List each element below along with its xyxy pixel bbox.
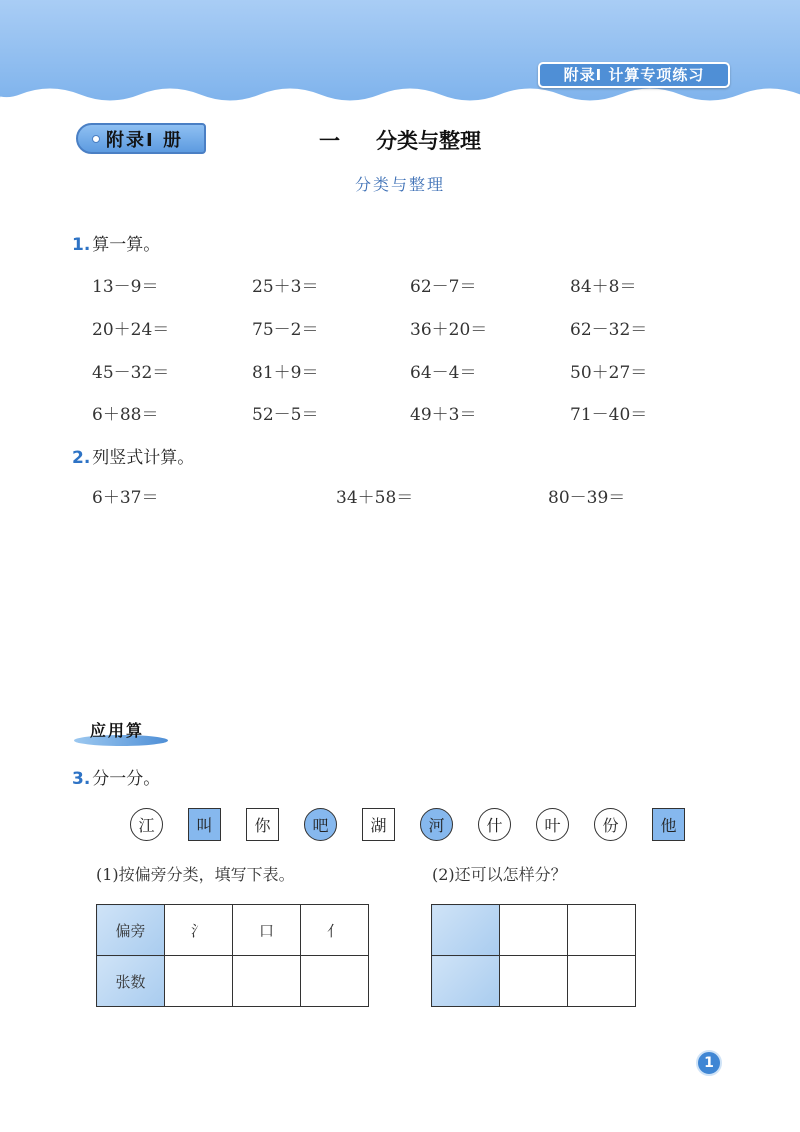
equation: 6＋88＝ <box>92 405 159 425</box>
question-prompt: 分一分。 <box>92 769 161 789</box>
equation: 20＋24＝ <box>92 320 170 340</box>
equation: 52－5＝ <box>252 405 319 425</box>
table-row <box>432 956 636 1007</box>
unit-title-text: 分类与整理 <box>376 129 481 153</box>
radical-cell: 口 <box>233 905 301 956</box>
question-1-heading <box>72 230 160 255</box>
answer-cell[interactable] <box>500 905 568 956</box>
character-card: 叫 <box>188 808 221 841</box>
equation: 62－7＝ <box>410 277 477 297</box>
equation: 50＋27＝ <box>570 363 648 383</box>
vertical-calc-item: 34＋58＝ <box>336 488 414 508</box>
answer-cell[interactable] <box>165 956 233 1007</box>
question-3-heading <box>72 764 160 789</box>
sub-question-1: (1)按偏旁分类，填写下表。 <box>96 865 295 884</box>
table-header-cell <box>432 956 500 1007</box>
answer-cell[interactable] <box>568 905 636 956</box>
page-number: 1 <box>696 1050 722 1076</box>
section-subtitle: 分类与整理 <box>354 175 445 194</box>
table-row <box>432 905 636 956</box>
character-card: 他 <box>652 808 685 841</box>
character-card: 河 <box>420 808 453 841</box>
question-prompt: 算一算。 <box>92 235 161 255</box>
answer-cell[interactable] <box>301 956 369 1007</box>
table-header-cell <box>432 905 500 956</box>
equation: 64－4＝ <box>410 363 477 383</box>
equation: 81＋9＝ <box>252 363 319 383</box>
character-card: 叶 <box>536 808 569 841</box>
vertical-calc-item: 6＋37＝ <box>92 488 159 508</box>
wave-banner-graphic <box>0 0 800 112</box>
equation: 75－2＝ <box>252 320 319 340</box>
radical-cell: 氵 <box>165 905 233 956</box>
answer-cell[interactable] <box>568 956 636 1007</box>
character-card: 什 <box>478 808 511 841</box>
vertical-calc-item: 80－39＝ <box>548 488 626 508</box>
table-header-cell: 张数 <box>97 956 165 1007</box>
equation: 36＋20＝ <box>410 320 488 340</box>
table-row <box>97 905 369 956</box>
unit-number: 一 <box>319 129 340 153</box>
application-section-tag <box>74 716 170 746</box>
radical-classification-table <box>96 904 369 1007</box>
sub-question-2: (2)还可以怎样分？ <box>432 865 567 884</box>
radical-cell: 亻 <box>301 905 369 956</box>
answer-cell[interactable] <box>233 956 301 1007</box>
header-banner <box>0 0 800 112</box>
table-row <box>97 956 369 1007</box>
question-number: 3. <box>72 769 91 789</box>
unit-title <box>0 125 800 155</box>
equation: 13－9＝ <box>92 277 159 297</box>
equation: 62－32＝ <box>570 320 648 340</box>
equation: 45－32＝ <box>92 363 170 383</box>
free-classification-table <box>431 904 636 1007</box>
banner-label: 附录Ⅰ 计算专项练习 <box>538 62 730 88</box>
question-number: 1. <box>72 235 91 255</box>
question-prompt: 列竖式计算。 <box>92 448 195 468</box>
character-card: 吧 <box>304 808 337 841</box>
equation: 49＋3＝ <box>410 405 477 425</box>
character-card: 江 <box>130 808 163 841</box>
character-card: 湖 <box>362 808 395 841</box>
question-number: 2. <box>72 448 91 468</box>
equation: 84＋8＝ <box>570 277 637 297</box>
answer-cell[interactable] <box>500 956 568 1007</box>
character-card: 你 <box>246 808 279 841</box>
volume-tag-label: 附录Ⅰ 册 <box>106 129 183 151</box>
question-2-heading <box>72 443 194 468</box>
application-section-label: 应用算 <box>90 721 145 740</box>
table-header-cell: 偏旁 <box>97 905 165 956</box>
equation: 71－40＝ <box>570 405 648 425</box>
character-card: 份 <box>594 808 627 841</box>
equation: 25＋3＝ <box>252 277 319 297</box>
